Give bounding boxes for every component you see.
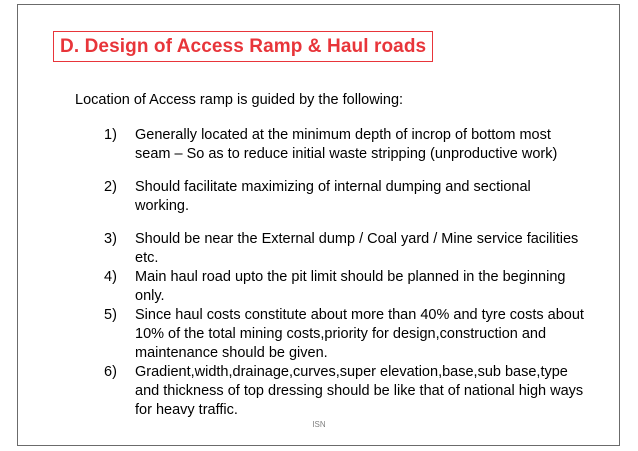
list-item — [104, 230, 584, 268]
item-number: 2) — [104, 179, 117, 195]
list-item — [104, 306, 584, 363]
guideline-list — [104, 126, 584, 420]
item-number: 4) — [104, 269, 117, 285]
item-text: Should be near the External dump / Coal yard / Mine service facilities etc. — [135, 231, 579, 266]
item-number: 1) — [104, 127, 117, 143]
intro-text: Location of Access ramp is guided by the following: — [75, 92, 404, 108]
list-item — [104, 178, 584, 216]
item-text: Should facilitate maximizing of internal dumping and sectional working. — [135, 179, 531, 214]
list-item — [104, 126, 584, 164]
item-text: Generally located at the minimum depth of incrop of bottom most seam – So as to reduce initial waste stripping (unproductive work) — [135, 127, 558, 162]
title-box — [53, 31, 433, 62]
item-number: 6) — [104, 364, 117, 380]
item-text: Gradient,width,drainage,curves,super elevation,base,sub base,type and thickness of top dressing should be like that of national high ways for heavy traffic. — [135, 364, 584, 418]
item-text: Since haul costs constitute about more than 40% and tyre costs about 10% of the total mining costs,priority for design,construction and maintenance should be given. — [135, 307, 584, 361]
slide-title: D. Design of Access Ramp & Haul roads — [60, 35, 427, 57]
item-text: Main haul road upto the pit limit should be planned in the beginning only. — [135, 269, 566, 304]
item-number: 5) — [104, 307, 117, 323]
list-item — [104, 363, 584, 420]
item-number: 3) — [104, 231, 117, 247]
list-item — [104, 268, 584, 306]
footer-label: ISN — [312, 420, 326, 429]
